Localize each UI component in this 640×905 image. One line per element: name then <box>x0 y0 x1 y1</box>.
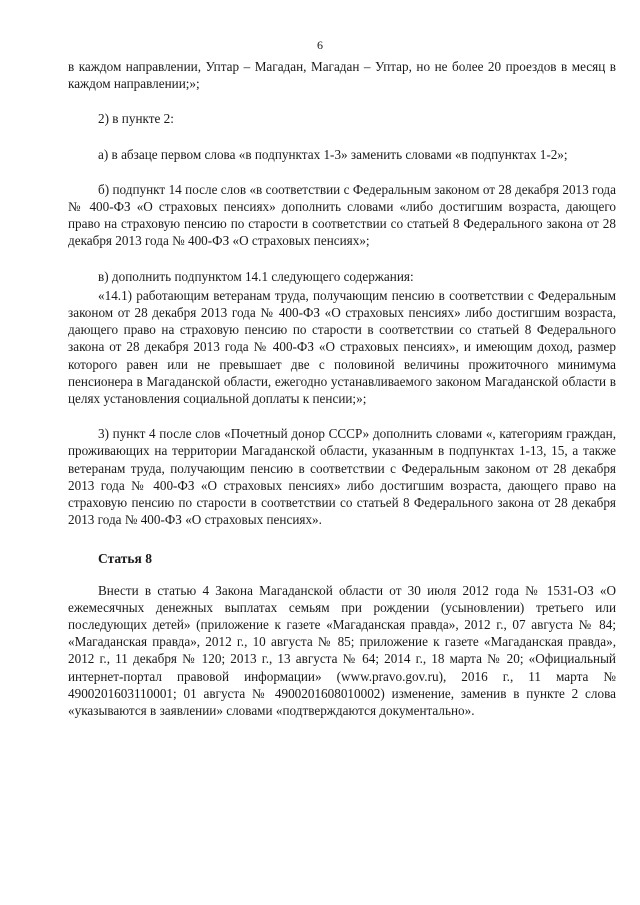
page-number: 6 <box>317 38 323 52</box>
paragraph-subitem-a: а) в абзаце первом слова «в подпунктах 1-3» заменить словами «в подпунктах 1-2»; <box>98 146 568 162</box>
paragraph-subitem-14-1: «14.1) работающим ветеранам труда, получающим пенсию в соответствии с Федеральным законом от 28 декабря 2013 года № 400-ФЗ «О страховых пенсиях» либо достигшим возраста, дающего право на страховую пенсию по старости в соответствии со статьей 8 Федерального закона от 28 декабря 2013 года № 400-ФЗ «О страховых пенсиях», и имеющим доход, размер которого равен или не превышает две с половиной величины прожиточного минимума пенсионера в Магаданской области, ежегодно устанавливаемого законом Магаданской области в целях установления социальной доплаты к пенсии;»; <box>68 287 616 407</box>
document-body <box>68 58 616 719</box>
article-heading: Статья 8 <box>98 551 152 567</box>
paragraph-continuation: в каждом направлении, Уптар – Магадан, Магадан – Уптар, но не более 20 проездов в месяц в каждом направлении;»; <box>68 59 616 92</box>
paragraph-article-8: Внести в статью 4 Закона Магаданской области от 30 июля 2012 года № 1531-ОЗ «О ежемесячных денежных выплатах семьям при рождении (усыновлении) третьего или последующих детей» (приложение к газете «Магаданская правда», 2012 г., 07 августа № 84; «Магаданская правда», 2012 г., 10 августа № 85; приложение к газете «Магаданская правда», 2012 г., 11 декабря № 120; 2013 г., 13 августа № 64; 2014 г., 18 марта № 20; «Официальный интернет-портал правовой информации» (www.pravo.gov.ru), 2016 г., 11 марта № 4900201603110001; 01 августа № 4900201608010002) изменение, заменив в пункте 2 слова «указываются в заявлении» словами «подтверждаются документально». <box>68 582 616 719</box>
paragraph-item-3: 3) пункт 4 после слов «Почетный донор СССР» дополнить словами «, категориям граждан, проживающих на территории Магаданской области, указанным в подпунктах 1-13, 15, а также ветеранам труда, получающим пенсию в соответствии с Федеральным законом от 28 декабря 2013 года № 400-ФЗ «О страховых пенсиях» либо достигшим возраста, дающего право на страховую пенсию по старости в соответствии со статьей 8 Федерального закона от 28 декабря 2013 года № 400-ФЗ «О страховых пенсиях». <box>68 426 616 528</box>
paragraph-item-2: 2) в пункте 2: <box>98 111 174 127</box>
paragraph-subitem-v: в) дополнить подпунктом 14.1 следующего содержания: <box>98 268 414 284</box>
paragraph-subitem-b: б) подпункт 14 после слов «в соответствии с Федеральным законом от 28 декабря 2013 года № 400-ФЗ «О страховых пенсиях» дополнить словами «либо достигшим возраста, дающего право на страховую пенсию по старости в соответствии со статьей 8 Федерального закона от 28 декабря 2013 года № 400-ФЗ «О страховых пенсиях»; <box>68 181 616 249</box>
